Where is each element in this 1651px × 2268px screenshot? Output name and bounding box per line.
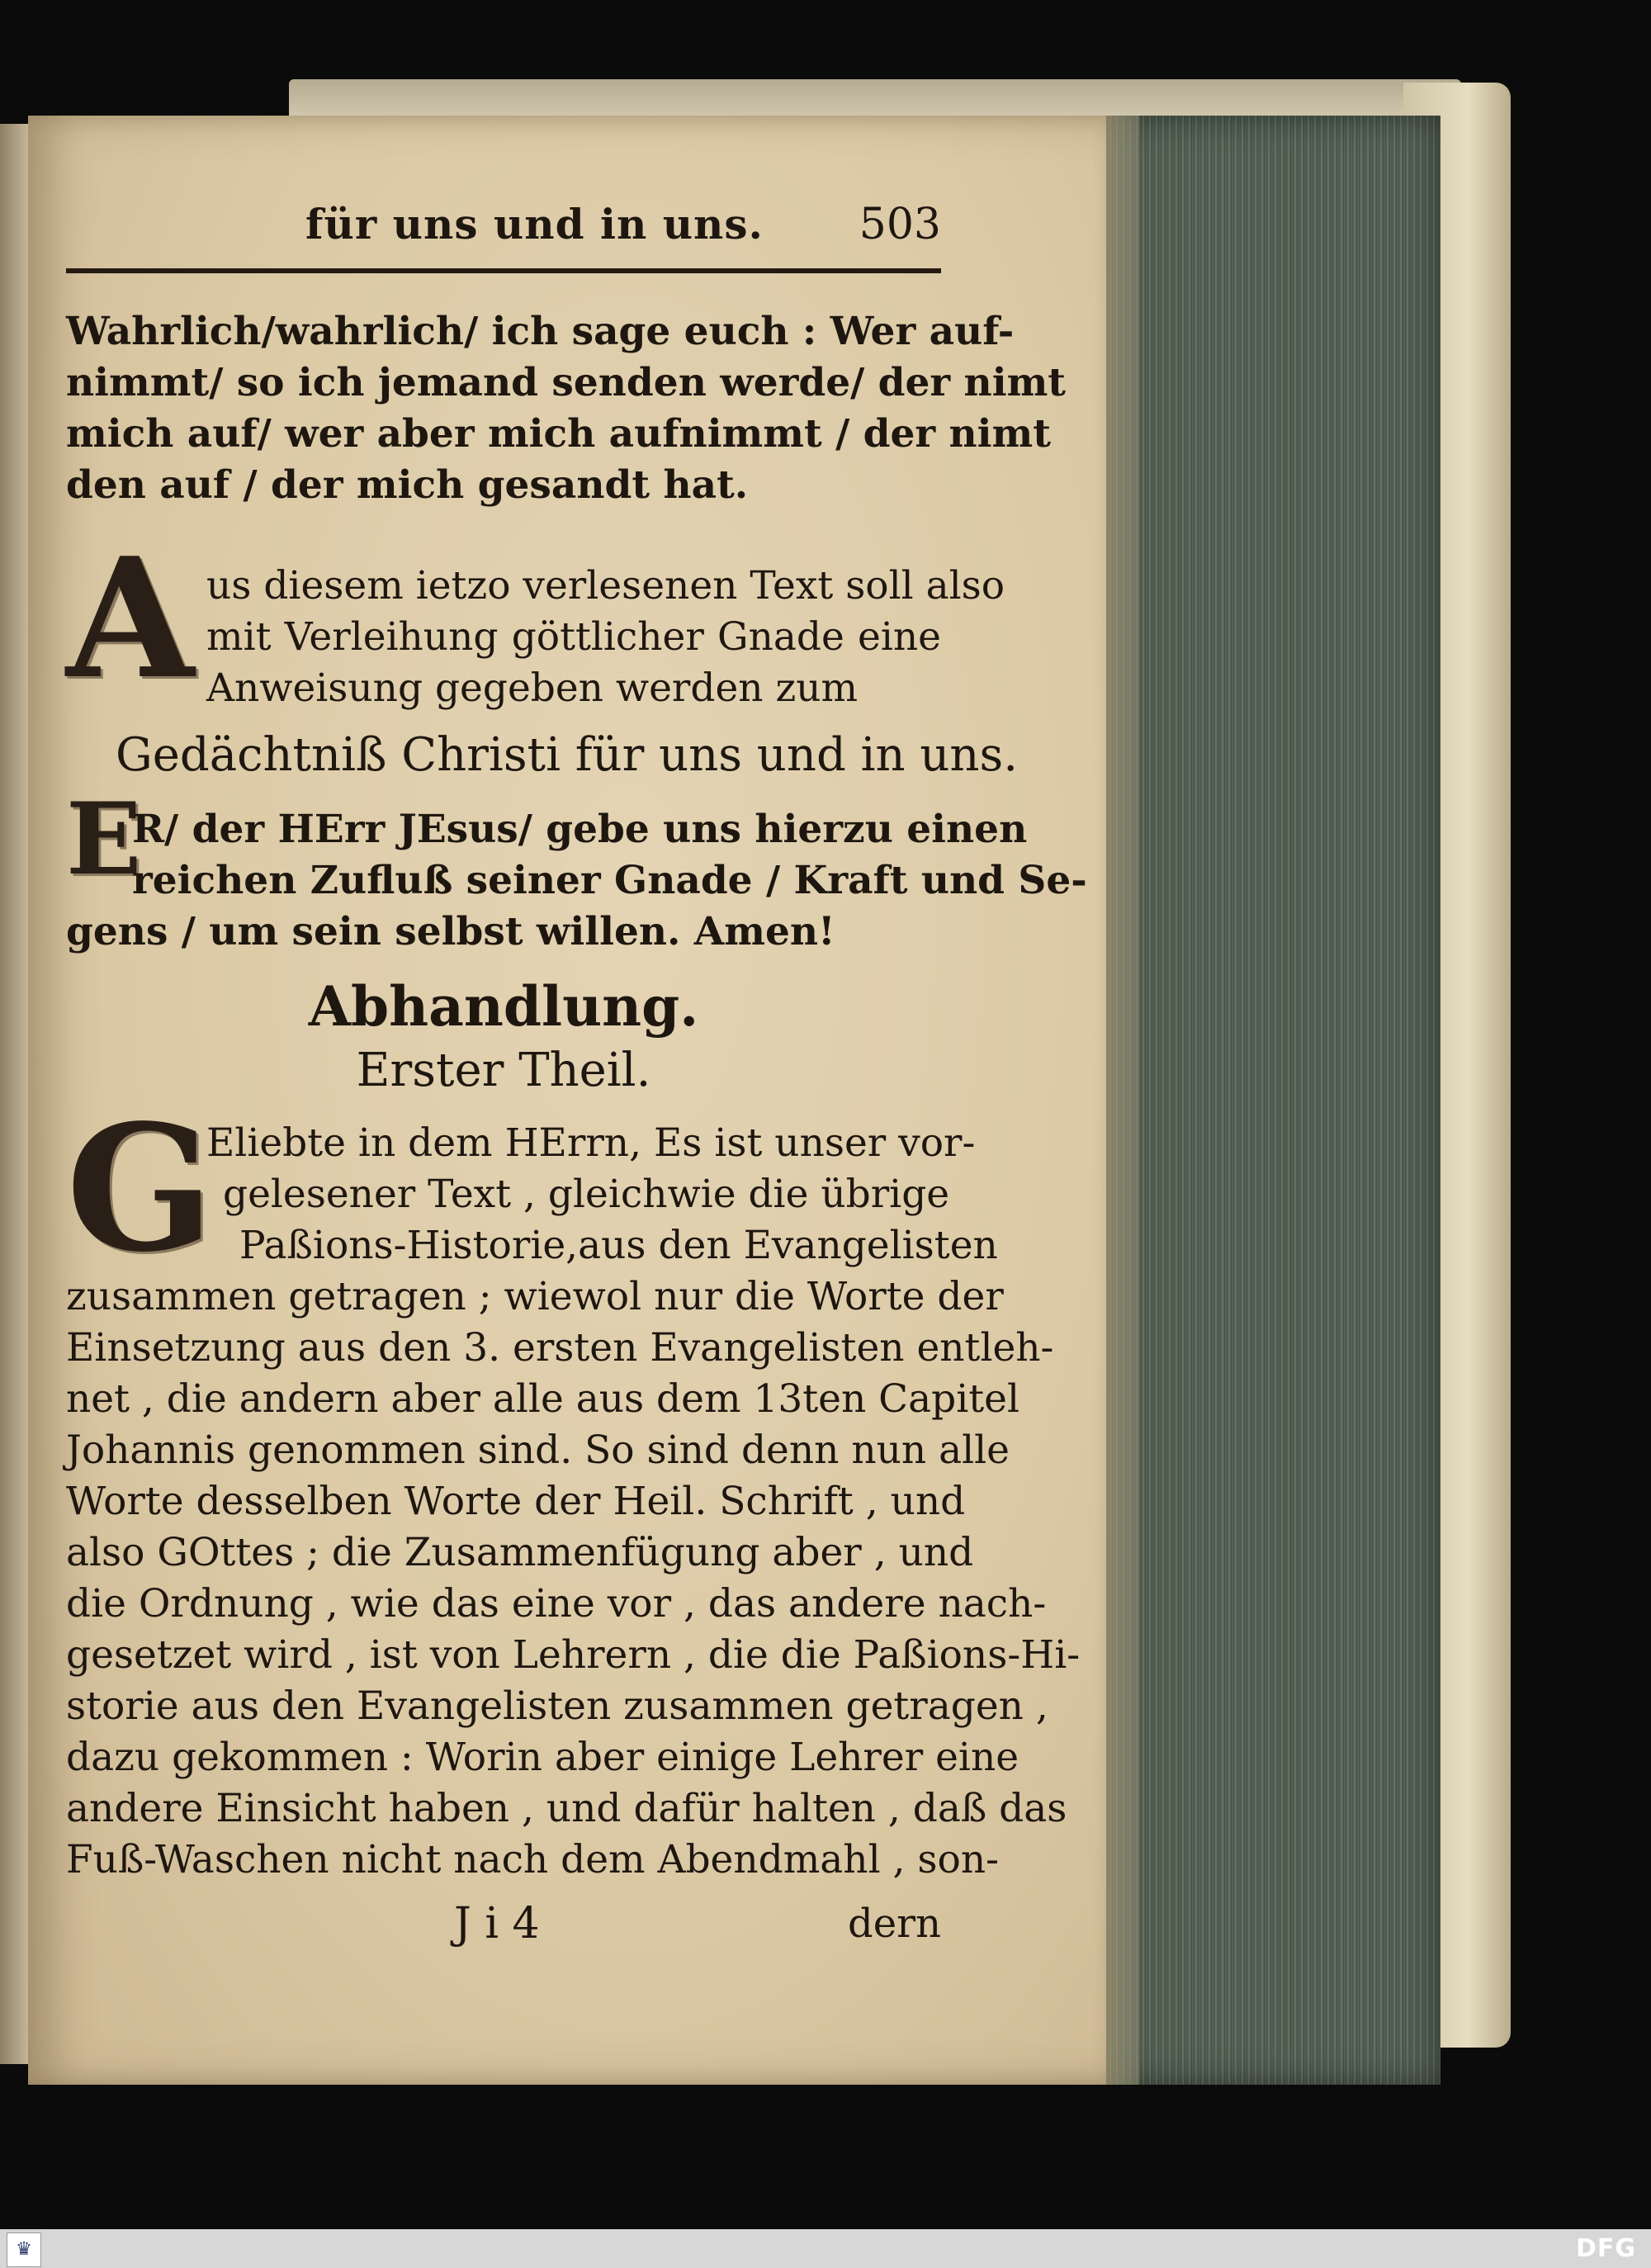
text-line: nimmt/ so ich jemand senden werde/ der nimt (66, 360, 1067, 405)
text-line: dazu gekommen : Worin aber einige Lehrer eine (66, 1735, 1019, 1780)
text-line: us diesem ietzo verlesenen Text soll also (206, 563, 1005, 608)
text-line: Eliebte in dem HErrn, Es ist unser vor- (206, 1120, 976, 1166)
facing-page-edge (0, 124, 28, 2064)
running-header (66, 200, 941, 266)
text-line: Fuß-Waschen nicht nach dem Abendmahl , son- (66, 1837, 999, 1882)
dfg-logo[interactable]: DFG (1575, 2234, 1636, 2263)
text-line: Wahrlich/wahrlich/ ich sage euch : Wer auf- (66, 309, 1015, 354)
text-line: Anweisung gegeben werden zum (206, 665, 859, 711)
signature-mark: J i 4 (454, 1899, 540, 1948)
text-line: Paßions-Historie,aus den Evangelisten (239, 1223, 998, 1268)
page-fore-edge (1106, 116, 1440, 2085)
drop-capital: E (66, 781, 142, 897)
text-line: R/ der HErr JEsus/ gebe uns hierzu einen (132, 807, 1028, 852)
text-line: gesetzet wird , ist von Lehrern , die die Paßions-Hi- (66, 1632, 1081, 1678)
text-line: andere Einsicht haben , und dafür halten , daß das (66, 1786, 1067, 1831)
theme-line: Gedächtniß Christi für uns und in uns. (116, 728, 1019, 782)
text-line: Johannis genommen sind. So sind denn nun alle (66, 1428, 1010, 1473)
text-line: reichen Zufluß seiner Gnade / Kraft und Se- (132, 858, 1087, 903)
drop-capital: G (66, 1087, 215, 1290)
page-footer-marks (66, 1899, 941, 1957)
text-line: storie aus den Evangelisten zusammen getragen , (66, 1683, 1048, 1729)
text-line: mich auf/ wer aber mich aufnimmt / der nimt (66, 411, 1051, 457)
running-head-title: für uns und in uns. (305, 200, 764, 249)
text-line: Worte desselben Worte der Heil. Schrift , und (66, 1479, 966, 1524)
text-line: mit Verleihung göttlicher Gnade eine (206, 614, 941, 660)
catchword: dern (848, 1901, 941, 1947)
text-line: die Ordnung , wie das eine vor , das andere nach- (66, 1581, 1047, 1626)
text-line: gens / um sein selbst willen. Amen! (66, 909, 835, 954)
text-line: net , die andern aber alle aus dem 13ten Capitel (66, 1376, 1020, 1422)
drop-capital: A (66, 522, 195, 716)
library-logo-icon[interactable]: ♛ (7, 2232, 41, 2267)
text-line: den auf / der mich gesandt hat. (66, 462, 749, 508)
text-line: also GOttes ; die Zusammenfügung aber , und (66, 1530, 974, 1575)
section-heading-block (66, 974, 941, 1097)
page-fore-edge-gilt (1106, 116, 1139, 2085)
text-line: Einsetzung aus den 3. ersten Evangelisten entleh- (66, 1325, 1054, 1371)
text-line: gelesener Text , gleichwie die übrige (223, 1172, 950, 1217)
text-line: zusammen getragen ; wiewol nur die Worte der (66, 1274, 1004, 1319)
header-rule (66, 268, 941, 273)
section-subheading: Erster Theil. (356, 1044, 651, 1097)
page-number: 503 (859, 200, 941, 249)
section-heading: Abhandlung. (308, 974, 699, 1039)
viewer-footer-bar (0, 2229, 1651, 2268)
